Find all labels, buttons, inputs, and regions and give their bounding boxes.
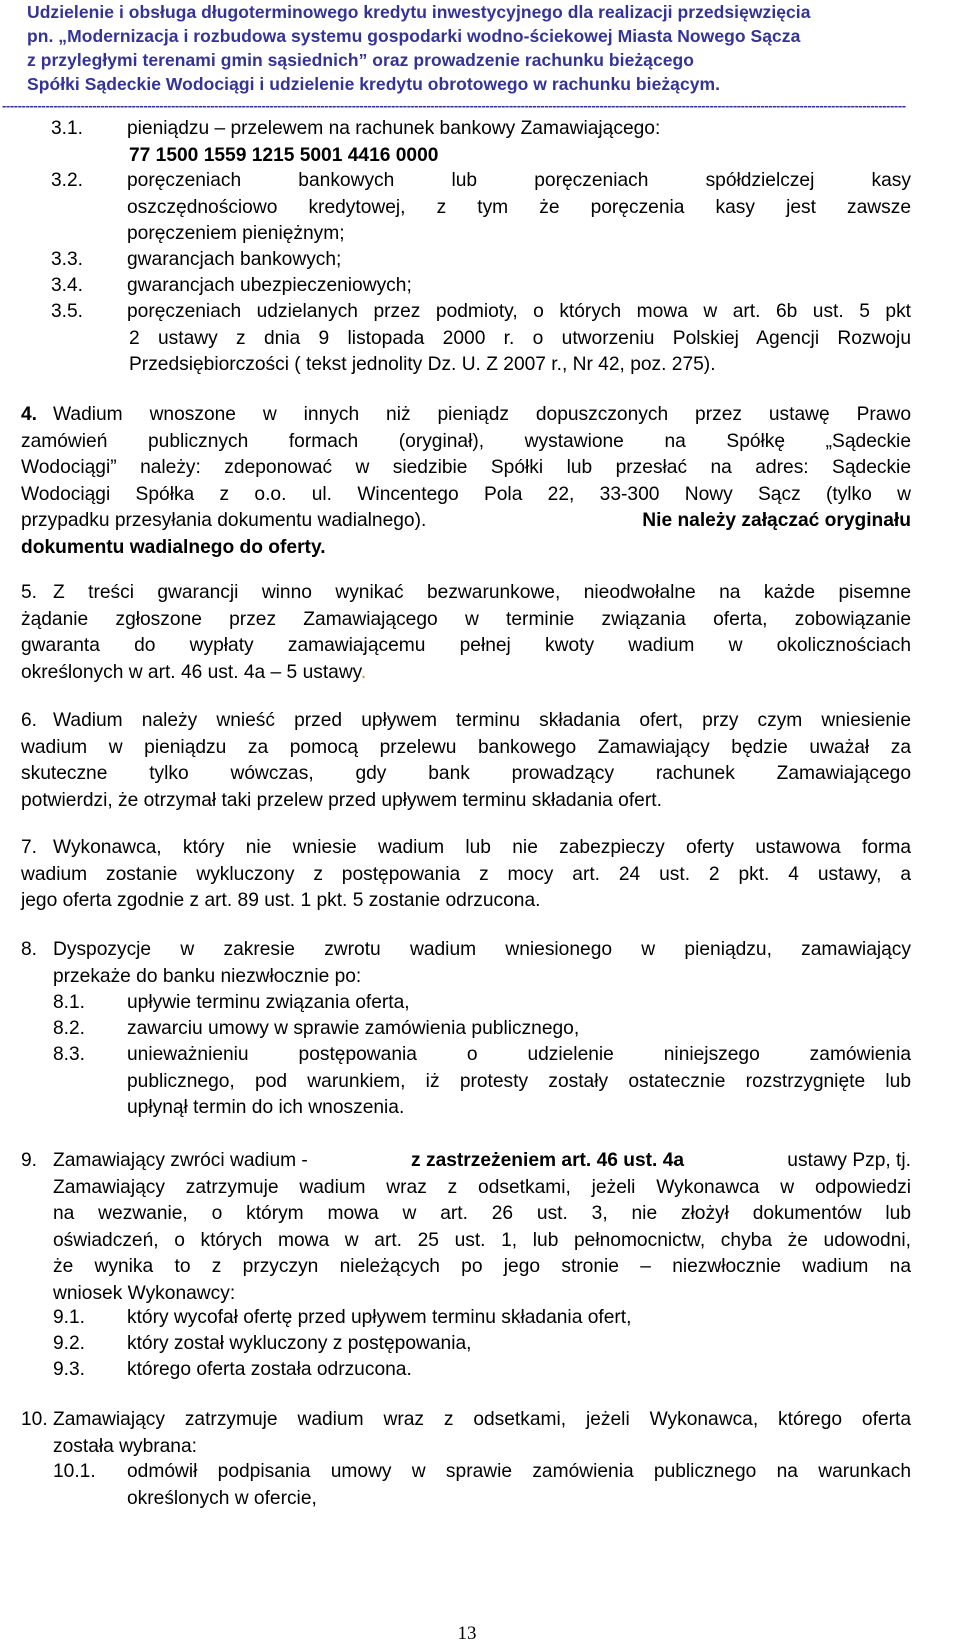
paragraph-line: Z treści gwarancji winno wynikać bezwarunkowe, nieodwołalne na każde pisemne (53, 582, 911, 603)
item-text: publicznego, pod warunkiem, iż protesty zostały ostatecznie rozstrzygnięte lub (127, 1070, 911, 1092)
paragraph-line: przekaże do banku niezwłocznie po: (53, 965, 362, 987)
paragraph-line: Wodociągi” należy: zdeponować w siedzibie Spółki lub przesłać na adres: Sądeckie (21, 457, 911, 478)
item-text: który został wykluczony z postępowania, (127, 1333, 472, 1354)
paragraph-line: na wezwanie, o którym mowa w art. 26 ust. 3, nie złożył dokumentów lub (53, 1203, 911, 1224)
paragraph-7 (21, 835, 911, 915)
page-number: 13 (457, 1623, 477, 1644)
paragraph-line: żądanie zgłoszone przez Zamawiającego w terminie związania oferta, zobowiązanie (21, 608, 911, 630)
item-number: 3.4. (51, 275, 84, 296)
paragraph-text: przypadku przesyłania dokumentu wadialnego). (21, 510, 427, 531)
paragraph-8 (21, 937, 911, 990)
list-item-9-3 (53, 1357, 911, 1384)
paragraph-line: potwierdzi, że otrzymał taki przelew przed upływem terminu składania ofert. (21, 789, 662, 811)
paragraph-line: wniosek Wykonawcy: (53, 1282, 236, 1304)
paragraph-number: 5. (21, 582, 38, 603)
item-text: oszczędnościowo kredytowej, z tym że poręczenia kasy jest zawsze (127, 196, 911, 218)
item-text: poręczeniach udzielanych przez podmioty, o których mowa w art. 6b ust. 5 pkt (127, 301, 911, 322)
item-number: 9.3. (53, 1359, 86, 1380)
item-text: którego oferta została odrzucona. (127, 1359, 412, 1380)
paragraph-line: Wadium wnoszone w innych niż pieniądz dopuszczonych przez ustawę Prawo (53, 404, 911, 425)
paragraph-line: skuteczne tylko wówczas, gdy bank prowadzący rachunek Zamawiającego (21, 763, 911, 784)
paragraph-line: wadium w pieniądzu za pomocą przelewu bankowego Zamawiający będzie uważał za (21, 736, 911, 758)
paragraph-line: oświadczeń, o których mowa w art. 25 ust. 1, lub pełnomocnictw, chyba że udowodni, (53, 1229, 911, 1251)
paragraph-9 (21, 1148, 911, 1307)
item-number: 8.3. (53, 1044, 86, 1065)
paragraph-line: Wodociągi Spółka z o.o. ul. Wincentego Pola 22, 33-300 Nowy Sącz (tylko w (21, 483, 911, 505)
paragraph-number: 6. (21, 710, 38, 731)
item-text: upływie terminu związania oferta, (127, 992, 410, 1013)
item-text: odmówił podpisania umowy w sprawie zamówienia publicznego na warunkach (127, 1461, 911, 1482)
document-header (27, 0, 927, 96)
paragraph-line: jego oferta zgodnie z art. 89 ust. 1 pkt. 5 zostanie odrzucona. (21, 890, 541, 911)
header-line: z przyległymi terenami gmin sąsiednich” oraz prowadzenie rachunku bieżącego (27, 50, 694, 70)
paragraph-text: ustawy Pzp, tj. (787, 1150, 911, 1171)
paragraph-text: określonych w art. 46 ust. 4a – 5 ustawy (21, 661, 361, 683)
item-number: 3.5. (51, 301, 84, 322)
header-rule: -------------------------------------------------------------------------------------------------------------------------------------------------------------------------------------------------------------------------------------- (2, 101, 906, 111)
item-text: określonych w ofercie, (127, 1487, 317, 1509)
item-text: który wycofał ofertę przed upływem terminu składania ofert, (127, 1307, 632, 1328)
item-text: gwarancjach bankowych; (127, 249, 342, 270)
list-item-3-4 (51, 273, 911, 300)
paragraph-line: że wynika to z przyczyn nieleżących po jego stronie – niezwłocznie wadium na (53, 1256, 911, 1277)
item-number: 9.1. (53, 1307, 86, 1328)
header-line: Spółki Sądeckie Wodociągi i udzielenie kredytu obrotowego w rachunku bieżącym. (27, 74, 721, 94)
paragraph-line: wadium zostanie wykluczony z postępowania z mocy art. 24 ust. 2 pkt. 4 ustawy, a (21, 863, 911, 885)
paragraph-number: 8. (21, 939, 38, 960)
item-text: 2 ustawy z dnia 9 listopada 2000 r. o utworzeniu Polskiej Agencji Rozwoju (129, 327, 911, 349)
list-item-3-5 (51, 299, 911, 379)
paragraph-line: zamówień publicznych formach (oryginał), wystawione na Spółkę „Sądeckie (21, 430, 911, 452)
paragraph-number: 10. (21, 1409, 48, 1430)
list-item-3-3 (51, 247, 911, 274)
paragraph-5 (21, 580, 911, 686)
list-item-8-2 (53, 1016, 911, 1043)
item-text: poręczeniach bankowych lub poręczeniach spółdzielczej kasy (127, 170, 911, 191)
paragraph-bold-text: z zastrzeżeniem art. 46 ust. 4a (411, 1150, 685, 1171)
paragraph-line: Dyspozycje w zakresie zwrotu wadium wniesionego w pieniądzu, zamawiający (53, 939, 911, 960)
item-number: 3.1. (51, 118, 84, 139)
paragraph-bold-text: Nie należy załączać oryginału (642, 510, 911, 531)
item-number: 10.1. (53, 1461, 96, 1482)
paragraph-line: Wykonawca, który nie wniesie wadium lub nie zabezpieczy oferty ustawowa forma (53, 837, 911, 858)
paragraph-4 (21, 402, 911, 561)
item-text: gwarancjach ubezpieczeniowych; (127, 275, 412, 296)
item-text: zawarciu umowy w sprawie zamówienia publicznego, (127, 1018, 580, 1039)
paragraph-line: Zamawiający zatrzymuje wadium wraz z odsetkami, jeżeli Wykonawca w odpowiedzi (53, 1176, 911, 1198)
list-item-9-1 (53, 1305, 911, 1332)
paragraph-6 (21, 708, 911, 814)
list-item-3-2 (51, 168, 911, 248)
list-item-8-3 (53, 1042, 911, 1122)
item-text: pieniądzu – przelewem na rachunek bankowy Zamawiającego: (127, 118, 661, 139)
bank-account-number: 77 1500 1559 1215 5001 4416 0000 (129, 144, 439, 166)
item-number: 3.2. (51, 170, 84, 191)
paragraph-line-mixed (21, 508, 911, 535)
paragraph-bold-line: dokumentu wadialnego do oferty. (21, 536, 326, 558)
item-text: unieważnieniu postępowania o udzielenie niniejszego zamówienia (127, 1044, 911, 1065)
list-item-3-1 (51, 116, 911, 169)
list-item-10-1 (53, 1459, 911, 1512)
item-text: upłynął termin do ich wnoszenia. (127, 1097, 405, 1118)
item-number: 3.3. (51, 249, 84, 270)
list-item-9-2 (53, 1331, 911, 1358)
paragraph-line: Zamawiający zatrzymuje wadium wraz z odsetkami, jeżeli Wykonawca, którego oferta (53, 1409, 911, 1430)
paragraph-text: Zamawiający zwróci wadium - (53, 1150, 308, 1171)
paragraph-line (21, 660, 911, 687)
paragraph-number: 7. (21, 837, 38, 858)
paragraph-10 (21, 1407, 911, 1460)
item-number: 9.2. (53, 1333, 86, 1354)
list-item-8-1 (53, 990, 911, 1017)
paragraph-number: 9. (21, 1150, 38, 1171)
header-line: Udzielenie i obsługa długoterminowego kredytu inwestycyjnego dla realizacji przedsięwzięcia (27, 2, 811, 22)
paragraph-line: gwaranta do wypłaty zamawiającemu pełnej kwoty wadium w okolicznościach (21, 635, 911, 656)
paragraph-line-mixed (21, 1148, 911, 1175)
paragraph-number: 4. (21, 404, 38, 425)
paragraph-line: została wybrana: (53, 1435, 197, 1457)
item-number: 8.2. (53, 1018, 86, 1039)
highlight-dot: . (360, 661, 367, 683)
header-line: pn. „Modernizacja i rozbudowa systemu gospodarki wodno-ściekowej Miasta Nowego Sącza (27, 26, 801, 46)
paragraph-line: Wadium należy wnieść przed upływem terminu składania ofert, przy czym wniesienie (53, 710, 911, 731)
item-text: Przedsiębiorczości ( tekst jednolity Dz. U. Z 2007 r., Nr 42, poz. 275). (129, 354, 716, 375)
item-number: 8.1. (53, 992, 86, 1013)
item-text: poręczeniem pieniężnym; (127, 223, 345, 244)
